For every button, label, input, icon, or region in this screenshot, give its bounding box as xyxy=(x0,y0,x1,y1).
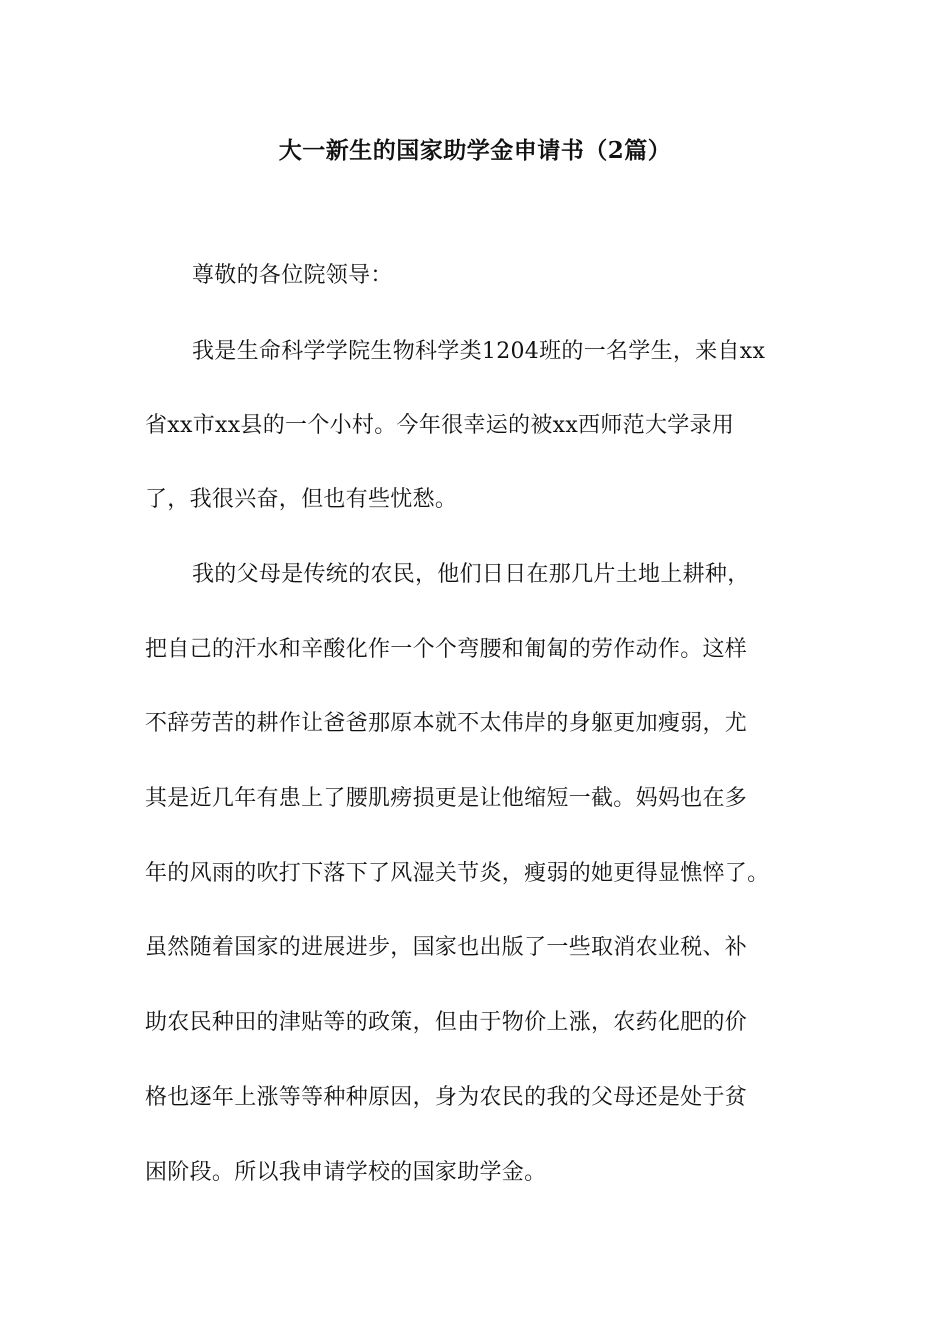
paragraph-2-line-6: 虽然随着国家的进展进步，国家也出版了一些取消农业税、补 xyxy=(145,935,748,960)
paragraph-1-line-2: 省xx市xx县的一个小村。今年很幸运的被xx西师范大学录用 xyxy=(145,413,735,438)
salutation-line: 尊敬的各位院领导： xyxy=(192,263,393,288)
paragraph-2-line-7: 助农民种田的津贴等的政策，但由于物价上涨，农药化肥的价 xyxy=(145,1010,748,1035)
paragraph-2-line-5: 年的风雨的吹打下落下了风湿关节炎，瘦弱的她更得显憔悴了。 xyxy=(145,861,770,886)
paragraph-2-line-2: 把自己的汗水和辛酸化作一个个弯腰和匍匐的劳作动作。这样 xyxy=(145,637,748,662)
paragraph-2-line-1: 我的父母是传统的农民，他们日日在那几片土地上耕种， xyxy=(192,562,750,587)
paragraph-1-line-3: 了，我很兴奋，但也有些忧愁。 xyxy=(145,487,458,512)
document-title: 大一新生的国家助学金申请书（2篇） xyxy=(278,137,672,164)
paragraph-1-line-1: 我是生命科学学院生物科学类1204班的一名学生，来自xx xyxy=(192,339,766,364)
paragraph-2-line-9: 困阶段。所以我申请学校的国家助学金。 xyxy=(145,1160,547,1185)
paragraph-2-line-3: 不辞劳苦的耕作让爸爸那原本就不太伟岸的身躯更加瘦弱，尤 xyxy=(145,711,748,736)
paragraph-2-line-4: 其是近几年有患上了腰肌痨损更是让他缩短一截。妈妈也在多 xyxy=(145,786,748,811)
paragraph-2-line-8: 格也逐年上涨等等种种原因，身为农民的我的父母还是处于贫 xyxy=(145,1085,748,1110)
